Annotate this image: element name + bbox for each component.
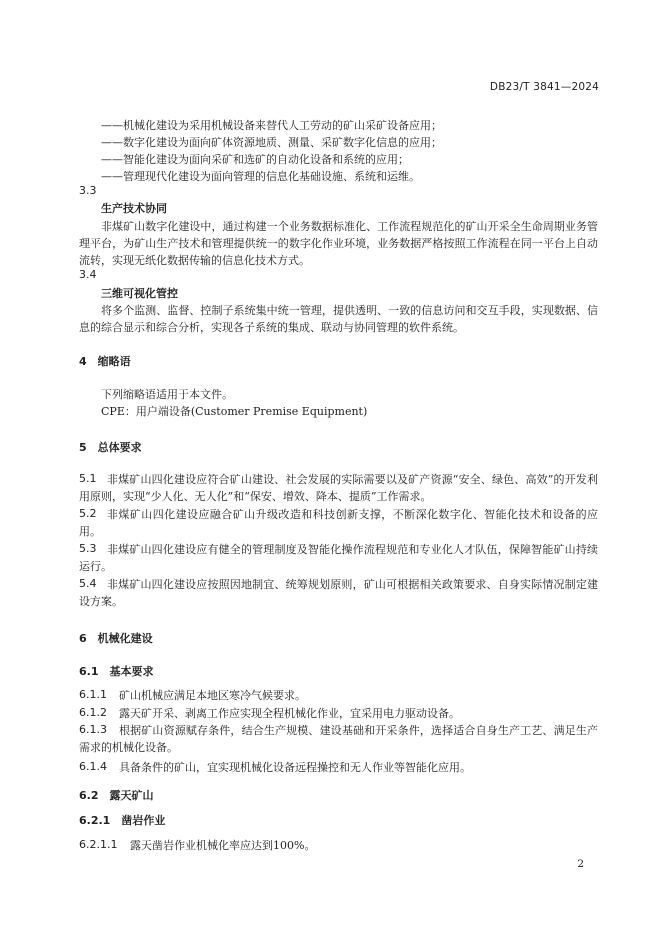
clause-text: 矿山机械应满足本地区寒冷气候要求。 xyxy=(119,689,306,702)
clause-number: 6.2.1.1 xyxy=(79,838,118,851)
clause-number: 5.1 xyxy=(79,472,97,485)
clause-text: 露天凿岩作业机械化率应达到100%。 xyxy=(130,839,316,852)
clause-number: 6.1.4 xyxy=(79,760,107,773)
clause-number: 5.3 xyxy=(79,542,97,555)
clause-number: 5.4 xyxy=(79,577,97,590)
clause-number: 5.2 xyxy=(79,507,97,520)
clause-text: 具备条件的矿山，宜实现机械化设备远程操控和无人作业等智能化应用。 xyxy=(119,761,471,774)
term-number: 3.4 xyxy=(79,268,97,281)
term-title: 生产技术协同 xyxy=(101,202,167,215)
dash-item: ——机械化建设为采用机械设备来替代人工劳动的矿山采矿设备应用； xyxy=(101,119,442,132)
section-heading: 4 缩略语 xyxy=(79,355,131,368)
section-heading: 6 机械化建设 xyxy=(79,632,153,645)
document-code: DB23/T 3841—2024 xyxy=(489,81,599,93)
clause-number: 6.1.3 xyxy=(79,723,107,736)
clause-text: 非煤矿山四化建设应按照因地制宜、统筹规划原则，矿山可根据相关政策要求、自身实际情况制定建设方案。 xyxy=(79,578,598,608)
clause-number: 6.1.2 xyxy=(79,706,107,719)
subsection-heading: 6.2.1 凿岩作业 xyxy=(79,814,166,827)
clause-text: 根据矿山资源赋存条件，结合生产规模、建设基础和开采条件，选择适合自身生产工艺、满足生产需求的机械化设备。 xyxy=(79,724,598,754)
clause-number: 6.1.1 xyxy=(79,688,107,701)
page-number: 2 xyxy=(577,858,584,870)
term-definition: 将多个监测、监督、控制子系统集中统一管理，提供透明、一致的信息访问和交互手段，实现数据、信息的综合显示和综合分析，实现各子系统的集成、联动与协同管理的软件系统。 xyxy=(79,304,598,334)
clause-text: 非煤矿山四化建设应融合矿山升级改造和科技创新支撑，不断深化数字化、智能化技术和设备的应用。 xyxy=(79,508,598,538)
term-title: 三维可视化管控 xyxy=(101,287,178,300)
dash-item: ——数字化建设为面向矿体资源地质、测量、采矿数字化信息的应用； xyxy=(101,136,442,149)
clause-text: 露天矿开采、剥离工作应实现全程机械化作业，宜采用电力驱动设备。 xyxy=(119,707,460,720)
subsection-heading: 6.2 露天矿山 xyxy=(79,789,154,802)
clause-text: 非煤矿山四化建设应符合矿山建设、社会发展的实际需要以及矿产资源“安全、绿色、高效”的开发利用原则，实现“少人化、无人化”和“保安、增效、降本、提质”工作需求。 xyxy=(79,473,598,503)
subsection-heading: 6.1 基本要求 xyxy=(79,665,154,678)
paragraph: 下列缩略语适用于本文件。 xyxy=(101,388,233,401)
clause-text: 非煤矿山四化建设应有健全的管理制度及智能化操作流程规范和专业化人才队伍，保障智能矿山持续运行。 xyxy=(79,543,598,573)
term-definition: 非煤矿山数字化建设中，通过构建一个业务数据标准化、工作流程规范化的矿山开采全生命周期业务管理平台，为矿山生产技术和管理提供统一的数字化作业环境，业务数据严格按照工作流程在同一平台上自动流转，实现无纸化数据传输的信息化技术方式。 xyxy=(79,220,598,267)
term-number: 3.3 xyxy=(79,184,97,197)
dash-item: ——管理现代化建设为面向管理的信息化基础设施、系统和运维。 xyxy=(101,170,420,183)
dash-item: ——智能化建设为面向采矿和选矿的自动化设备和系统的应用； xyxy=(101,153,409,166)
section-heading: 5 总体要求 xyxy=(79,441,142,454)
abbreviation-entry: CPE：用户端设备(Customer Premise Equipment) xyxy=(101,405,368,418)
